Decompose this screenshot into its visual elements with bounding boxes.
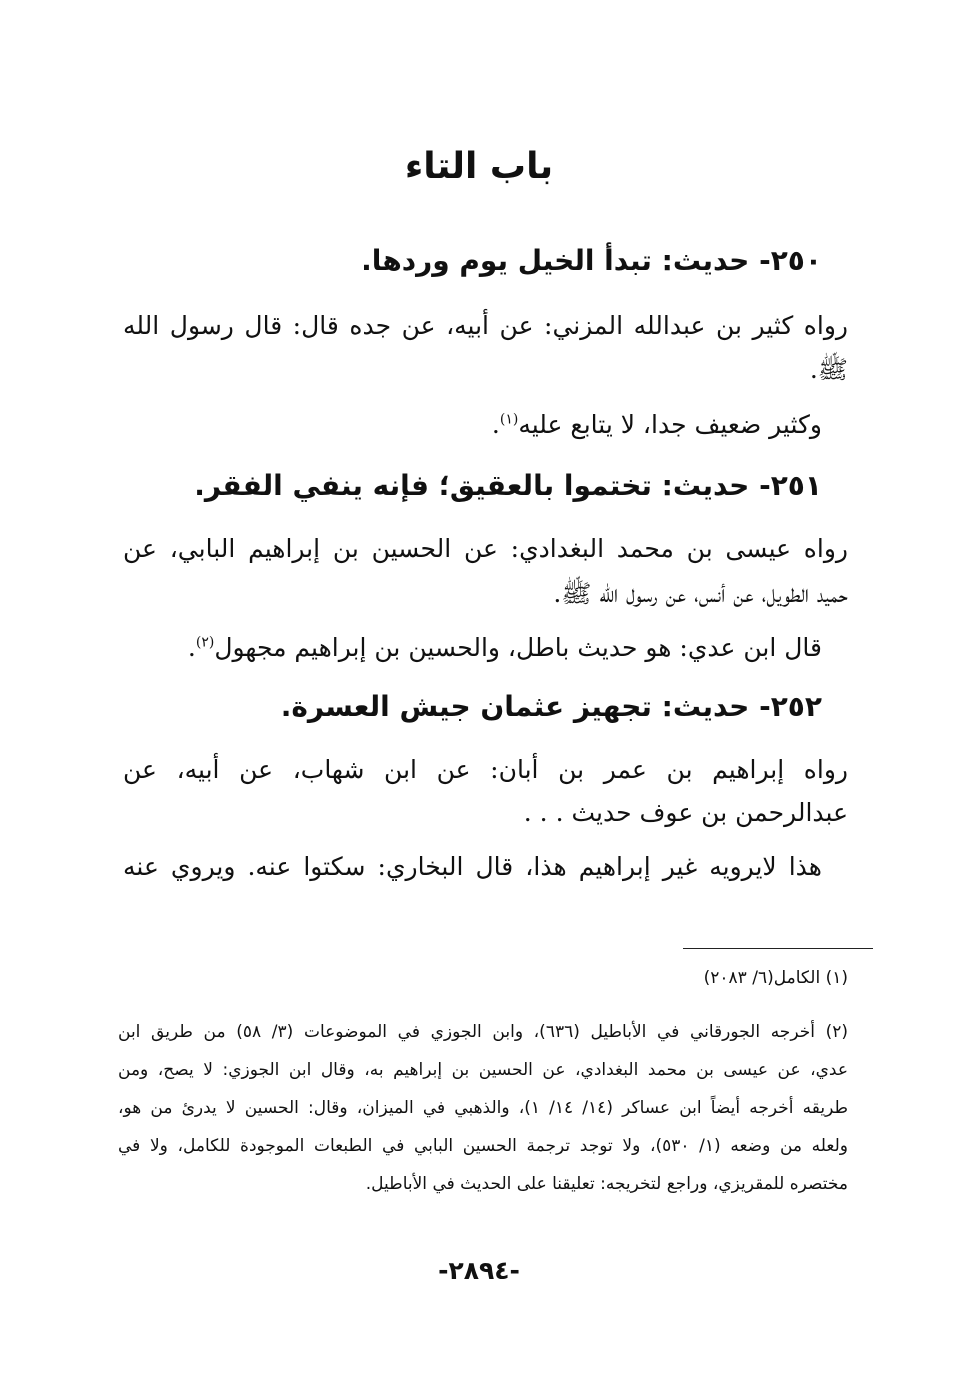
footnote-2-line: طريقه أخرجه أيضاً ابن عساكر (١٤/ ١٤/ ١)، والذهبي في الميزان، وقال: الحسين لا يدرئ من هو، (118, 1098, 849, 1118)
body-line: حميد الطويل، عن أنس، عن رسول الله ﷺ. (553, 579, 848, 608)
footnote-2-line: ولعله من وضعه (١/ ٥٣٠)، ولا توجد ترجمة الحسين البابي في الطبعات الموجودة للكامل، ولا في (118, 1136, 849, 1156)
note-text: قال ابن عدي: هو حديث باطل، والحسين بن إبراهيم مجهول (214, 633, 822, 662)
hadith-heading-250: ٢٥٠- حديث: تبدأ الخيل يوم وردها. (361, 244, 822, 277)
footnote-divider (683, 948, 873, 949)
footnote-1: (١) الكامل(٦/ ٢٠٨٣) (703, 968, 848, 988)
footnote-2-line: (٢) أخرجه الجورقاني في الأباطيل (٦٣٦)، وابن الجوزي في الموضوعات (٣/ ٥٨) من طريق ابن (118, 1022, 848, 1042)
note-end: . (491, 410, 500, 439)
body-line: رواه عيسى بن محمد البغدادي: عن الحسين بن إبراهيم البابي، عن (123, 534, 848, 563)
body-line: عبدالرحمن بن عوف حديث . . . (523, 798, 848, 827)
body-line: هذا لايرويه غير إبراهيم هذا، قال البخاري: سكتوا عنه. ويروي عنه (123, 852, 822, 881)
note-text: وكثير ضعيف جدا، لا يتابع عليه (518, 410, 822, 439)
note-line-251 (188, 633, 822, 662)
note-end: . (187, 633, 196, 662)
body-line: ﷺ. (809, 355, 848, 384)
hadith-heading-252: ٢٥٢- حديث: تجهيز عثمان جيش العسرة. (280, 690, 822, 723)
footnote-marker: (١) (499, 411, 519, 428)
hadith-heading-251: ٢٥١- حديث: تختموا بالعقيق؛ فإنه ينفي الفقر. (194, 469, 822, 502)
footnote-2-line: مختصره للمقريزي، وراجع لتخريجه: تعليقنا على الحديث في الأباطيل. (365, 1174, 848, 1194)
body-line: رواه إبراهيم بن عمر بن أبان: عن ابن شهاب، عن أبيه، عن (123, 755, 848, 784)
footnote-2-line: عدي، عن عيسى بن محمد البغدادي، عن الحسين بن إبراهيم به، وقال ابن الجوزي: لا يصح، ومن (118, 1060, 848, 1080)
footnote-marker: (٢) (195, 634, 215, 651)
page-number: -٢٨٩٤- (438, 1256, 520, 1285)
chapter-title: باب التاء (404, 146, 554, 187)
note-line-250 (492, 410, 822, 439)
body-line: رواه كثير بن عبدالله المزني: عن أبيه، عن جده قال: قال رسول الله (123, 311, 848, 340)
